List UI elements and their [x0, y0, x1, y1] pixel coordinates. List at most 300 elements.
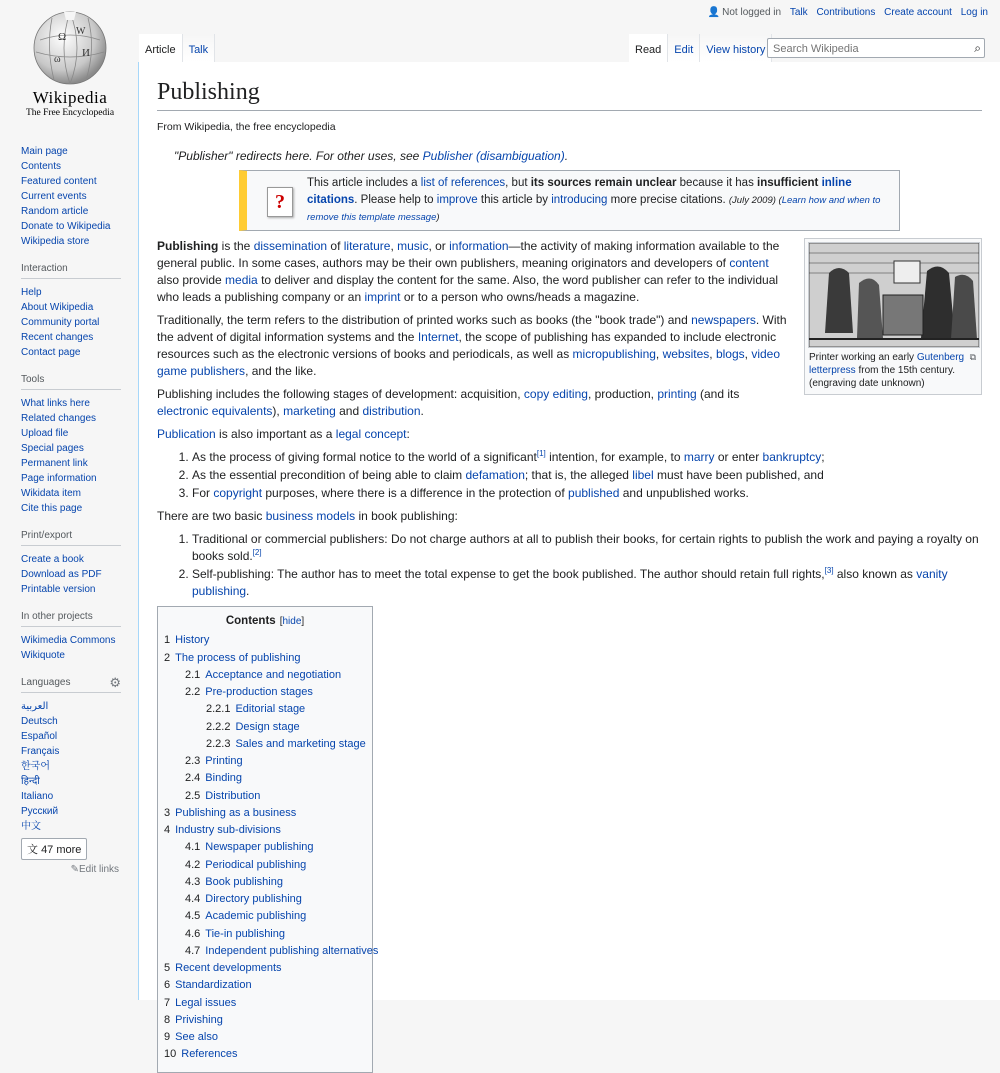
text: .	[246, 584, 250, 598]
toc-item[interactable]	[164, 788, 366, 805]
text: . With the advent of digital information systems and the	[157, 313, 787, 344]
text: As the essential precondition of being able to claim	[192, 468, 466, 482]
sidebar-tools-link[interactable]: What links here	[21, 398, 90, 409]
sidebar-tools-link[interactable]: Special pages	[21, 443, 84, 454]
reference-2-link[interactable]: [2]	[252, 548, 262, 557]
languages-heading	[21, 677, 121, 693]
toc-link[interactable]: Tie-in publishing	[205, 927, 285, 940]
text: ),	[272, 404, 284, 418]
toc-link[interactable]: Binding	[205, 772, 242, 785]
tab-edit[interactable]: Edit	[668, 34, 700, 62]
sidebar-language-link[interactable]: Español	[21, 731, 58, 742]
main-content	[138, 62, 1000, 1061]
sidebar-language-item	[21, 699, 125, 714]
toc-item[interactable]	[164, 908, 366, 925]
sidebar-language-link[interactable]: Русский	[21, 806, 59, 817]
toc-item[interactable]	[164, 995, 366, 1012]
toc-link[interactable]: Legal issues	[175, 996, 237, 1009]
text: also known as	[833, 567, 917, 581]
hatnote	[174, 148, 982, 165]
text: , or	[428, 239, 450, 253]
published-link[interactable]: published	[568, 486, 620, 500]
text: or to a person who owns/heads a magazine.	[400, 290, 640, 304]
list-item	[192, 467, 982, 484]
contributions-link[interactable]: Contributions	[816, 7, 876, 18]
notice-text-part: . Please help to	[354, 194, 437, 206]
table-of-contents	[157, 606, 379, 1073]
sidebar-tools-item	[21, 456, 125, 471]
sidebar-project-item	[21, 648, 125, 663]
toc-link[interactable]: Acceptance and negotiation	[205, 668, 342, 681]
text: ,	[390, 239, 398, 253]
sidebar-interaction-item	[21, 330, 125, 345]
toc-number: 2.5	[185, 789, 201, 802]
text: is the	[218, 239, 254, 253]
toc-number: 4.4	[185, 893, 201, 905]
sidebar-language-item	[21, 744, 125, 759]
tab-read[interactable]: Read	[629, 34, 668, 62]
toc-link[interactable]: History	[175, 634, 210, 647]
text: (and its	[696, 387, 740, 401]
legal-concept-link[interactable]: legal concept	[335, 427, 407, 441]
sidebar-interaction-link[interactable]: Contact page	[21, 347, 81, 358]
toc-link[interactable]: Book publishing	[205, 875, 283, 888]
text: purposes, where there is a difference in the protection of	[262, 486, 569, 500]
copy-editing-link[interactable]: copy editing	[523, 387, 588, 401]
toc-link[interactable]: Privishing	[175, 1013, 223, 1026]
refimprove-notice	[239, 170, 900, 231]
thumbnail-caption	[808, 348, 978, 391]
toc-item[interactable]	[164, 719, 366, 736]
text: For	[192, 486, 214, 500]
sidebar-tools-link[interactable]: Upload file	[21, 428, 69, 439]
distribution-link[interactable]: distribution	[362, 404, 421, 418]
projects-portal	[21, 611, 125, 663]
hatnote-text: "Publisher" redirects here. For other uses, see	[174, 149, 423, 163]
vanity-publishing-link[interactable]: vanity publishing	[192, 567, 948, 598]
copyright-link[interactable]: copyright	[213, 486, 263, 500]
toc-item[interactable]	[164, 1012, 366, 1029]
libel-link[interactable]: libel	[632, 468, 654, 482]
notice-text-part: This article includes a	[307, 177, 421, 189]
toc-item[interactable]	[164, 839, 366, 856]
toc-number: 2.1	[185, 668, 201, 681]
search-input[interactable]	[771, 42, 965, 56]
text: must have been published, and	[653, 468, 824, 482]
text: There are two basic	[157, 509, 266, 523]
sidebar-language-item	[21, 774, 125, 789]
toc-item[interactable]	[164, 701, 366, 718]
sidebar-tools-item	[21, 426, 125, 441]
sidebar	[21, 144, 125, 889]
sidebar-language-link[interactable]: हिन्दी	[21, 776, 40, 787]
sidebar-interaction-item	[21, 315, 125, 330]
toc-item[interactable]	[164, 822, 366, 839]
interaction-heading: Interaction	[21, 263, 121, 279]
user-talk-link[interactable]: Talk	[789, 7, 808, 18]
toc-item[interactable]	[164, 1029, 366, 1046]
music-link[interactable]: music	[397, 239, 429, 253]
toc-item[interactable]	[164, 736, 366, 753]
toc-link[interactable]: The process of publishing	[175, 651, 301, 664]
toc-link[interactable]: Sales and marketing stage	[235, 737, 366, 750]
bold-term: Publishing	[157, 239, 219, 253]
sidebar-tools-link[interactable]: Related changes	[21, 413, 97, 424]
toc-number: 2.2.2	[206, 720, 231, 733]
toc-item[interactable]	[164, 667, 366, 684]
sidebar-interaction-item	[21, 285, 125, 300]
sidebar-print-link[interactable]: Printable version	[21, 584, 96, 595]
caption-text: Printer working an early	[809, 352, 917, 363]
toc-number: 4	[164, 824, 171, 836]
toc-link[interactable]: Directory publishing	[205, 893, 302, 905]
internet-link[interactable]: Internet	[417, 330, 459, 344]
toc-number: 4.5	[185, 910, 201, 923]
toc-item[interactable]	[164, 770, 366, 787]
svg-text:ω: ω	[54, 54, 61, 65]
languages-portal	[21, 677, 125, 875]
text: and	[335, 404, 363, 418]
text: of	[327, 239, 344, 253]
toc-item[interactable]	[164, 891, 366, 908]
sidebar-language-link[interactable]: Français	[21, 746, 60, 757]
site-subtitle: From Wikipedia, the free encyclopedia	[157, 121, 336, 133]
user-icon: 👤	[707, 7, 721, 18]
text: Self-publishing: The author has to meet the total expense to get the book published. The author should retain full rights,	[192, 567, 825, 581]
text: or enter	[714, 450, 763, 464]
toc-item[interactable]	[164, 753, 366, 770]
bankruptcy-link[interactable]: bankruptcy	[762, 450, 822, 464]
notice-text-part: because it has	[676, 177, 758, 189]
publication-link[interactable]: Publication	[157, 427, 216, 441]
toc-number: 2.2.1	[206, 703, 231, 716]
sidebar-tools-link[interactable]: Cite this page	[21, 503, 83, 514]
sidebar-tools-link[interactable]: Page information	[21, 473, 97, 484]
paragraph-business-models	[157, 508, 982, 525]
toc-number: 4.2	[185, 858, 201, 871]
text: Traditionally, the term refers to the distribution of printed works such as books (the "book trade") and	[157, 313, 692, 327]
question-book-icon: ?	[267, 187, 293, 217]
tab-talk[interactable]: Talk	[183, 34, 216, 62]
list-item	[192, 449, 982, 466]
electronic-equivalents-link[interactable]: electronic equivalents	[157, 404, 273, 418]
namespace-tabs	[139, 34, 215, 62]
text: —the activity of making information available to the general public. In some cases, authors may be their own publishers, meaning originators and developers of	[157, 239, 780, 270]
text: .	[420, 404, 424, 418]
toc-number: 4.6	[185, 927, 201, 940]
sidebar-tools-link[interactable]: Wikidata item	[21, 488, 82, 499]
reference-3-link[interactable]: [3]	[824, 566, 834, 575]
toc-number: 4.3	[185, 875, 201, 888]
sidebar-nav-link[interactable]: Wikipedia store	[21, 236, 90, 247]
sidebar-interaction-link[interactable]: Help	[21, 287, 42, 298]
toc-item[interactable]	[164, 857, 366, 874]
sidebar-tools-item	[21, 501, 125, 516]
blogs-link[interactable]: blogs	[715, 347, 745, 361]
toc-number: 5	[164, 962, 171, 974]
sidebar-nav-link[interactable]: Current events	[21, 191, 87, 202]
sidebar-tools-link[interactable]: Permanent link	[21, 458, 88, 469]
hatnote-link[interactable]: Publisher (disambiguation)	[422, 149, 565, 163]
toc-number: 2.2.3	[206, 737, 231, 750]
text: Publishing includes the following stages of development: acquisition,	[157, 387, 524, 401]
list-item	[192, 531, 982, 565]
sidebar-nav-item	[21, 189, 125, 204]
information-link[interactable]: information	[449, 239, 509, 253]
text: ;	[821, 450, 825, 464]
toc-item[interactable]	[164, 805, 366, 822]
svg-text:И: И	[82, 47, 90, 59]
reference-1-link[interactable]: [1]	[536, 449, 546, 458]
sidebar-interaction-link[interactable]: Community portal	[21, 317, 100, 328]
learn-how-link[interactable]: Learn how and when to remove this template message	[307, 195, 881, 223]
logo-wordmark: Wikipedia	[32, 88, 108, 107]
toc-item[interactable]	[164, 632, 366, 649]
hatnote-end: .	[564, 149, 569, 163]
notice-paren: (	[775, 195, 782, 206]
text: ; that is, the alleged	[524, 468, 633, 482]
print-heading: Print/export	[21, 530, 121, 546]
page-title: Publishing	[157, 78, 982, 111]
sidebar-language-link[interactable]: 한국어	[21, 761, 50, 772]
svg-text:Ω: Ω	[58, 31, 67, 43]
sidebar-print-link[interactable]: Download as PDF	[21, 569, 102, 580]
toc-item[interactable]	[164, 874, 366, 891]
tools-heading: Tools	[21, 374, 121, 390]
list-item	[192, 485, 982, 502]
sidebar-interaction-link[interactable]: About Wikipedia	[21, 302, 94, 313]
gutenberg-letterpress-link[interactable]: Gutenberg letterpress	[809, 352, 965, 376]
toc-link[interactable]: Periodical publishing	[205, 858, 307, 871]
sidebar-print-link[interactable]: Create a book	[21, 554, 84, 565]
list-item	[192, 566, 982, 600]
sidebar-nav-link[interactable]: Donate to Wikipedia	[21, 221, 111, 232]
toc-item[interactable]	[164, 1046, 366, 1063]
sidebar-interaction-link[interactable]: Recent changes	[21, 332, 94, 343]
personal-tools	[702, 7, 988, 18]
sidebar-language-item	[21, 789, 125, 804]
sidebar-project-link[interactable]: Wikiquote	[21, 650, 65, 661]
sidebar-language-link[interactable]: Italiano	[21, 791, 54, 802]
sidebar-language-link[interactable]: العربية	[21, 701, 49, 712]
sidebar-language-item	[21, 714, 125, 729]
sidebar-project-link[interactable]: Wikimedia Commons	[21, 635, 116, 646]
toc-item[interactable]	[164, 943, 379, 960]
toc-link[interactable]: Printing	[205, 755, 243, 767]
toc-number: 1	[164, 634, 171, 647]
caption-text: from the 15th century. (engraving date unknown)	[809, 365, 955, 389]
pencil-icon: ✎	[70, 864, 79, 875]
toc-link[interactable]: Industry sub-divisions	[175, 824, 281, 836]
text: ,	[744, 347, 752, 361]
languages-label: Languages	[21, 677, 71, 688]
notice-text	[307, 175, 893, 226]
thumbnail	[804, 238, 982, 395]
sidebar-nav-link[interactable]: Random article	[21, 206, 89, 217]
sidebar-nav-item	[21, 144, 125, 159]
toc-link[interactable]: Design stage	[235, 720, 300, 733]
paragraph-legal-concept	[157, 426, 982, 443]
toc-item[interactable]	[164, 926, 366, 943]
print-portal	[21, 530, 125, 597]
logo-tagline: The Free Encyclopedia	[25, 108, 115, 118]
toc-item[interactable]	[164, 960, 366, 977]
toc-number: 10	[164, 1048, 177, 1061]
search-icon[interactable]: ⌕	[974, 41, 981, 55]
business-models-list	[157, 531, 982, 600]
gear-icon[interactable]: ⚙	[109, 675, 121, 690]
tab-view-history[interactable]: View history	[700, 34, 772, 62]
text: is also important as a	[215, 427, 336, 441]
sidebar-nav-link[interactable]: Main page	[21, 146, 68, 157]
translate-icon: 文	[27, 844, 38, 856]
toc-number: 9	[164, 1031, 171, 1043]
more-languages-label: 47 more	[41, 844, 82, 856]
search-box	[767, 38, 985, 58]
media-link[interactable]: media	[225, 273, 258, 287]
literature-link[interactable]: literature	[343, 239, 391, 253]
toc-number: 6	[164, 979, 171, 992]
list-of-references-link[interactable]: list of references	[420, 177, 506, 189]
text: , and the like.	[245, 364, 317, 378]
notice-bold: its sources remain unclear	[530, 177, 677, 189]
legal-concept-list	[157, 449, 982, 502]
sidebar-language-item	[21, 819, 125, 834]
sidebar-project-item	[21, 633, 125, 648]
toc-hide-toggle: [hide]	[279, 616, 305, 627]
newspapers-link[interactable]: newspapers	[691, 313, 756, 327]
toc-number: 2.4	[185, 772, 201, 785]
sidebar-nav-item	[21, 159, 125, 174]
introducing-link[interactable]: introducing	[551, 194, 608, 206]
sidebar-tools-item	[21, 411, 125, 426]
edit-links-label: Edit links	[78, 864, 119, 875]
text: , production,	[587, 387, 658, 401]
inline-citations-link[interactable]: inline citations	[307, 177, 852, 206]
text: As the process of giving formal notice to the world of a significant	[192, 450, 537, 464]
toc-link[interactable]: Academic publishing	[205, 910, 307, 923]
sidebar-nav-item	[21, 234, 125, 249]
toc-number: 2.3	[185, 755, 201, 767]
sidebar-print-item	[21, 567, 125, 582]
toc-link[interactable]: References	[181, 1048, 238, 1061]
tab-article[interactable]: Article	[139, 34, 183, 62]
marketing-link[interactable]: marketing	[283, 404, 336, 418]
marry-link[interactable]: marry	[683, 450, 715, 464]
sidebar-language-item	[21, 759, 125, 774]
projects-heading: In other projects	[21, 611, 121, 627]
notice-date: (July 2009)	[728, 195, 776, 206]
toc-title: Contents	[225, 615, 276, 627]
more-languages-button[interactable]	[21, 838, 87, 860]
imprint-link[interactable]: imprint	[364, 290, 401, 304]
toc-number: 8	[164, 1013, 171, 1026]
sidebar-tools-item	[21, 486, 125, 501]
create-account-link[interactable]: Create account	[884, 7, 952, 18]
view-tabs	[629, 34, 772, 62]
login-link[interactable]: Log in	[960, 7, 988, 18]
content-link[interactable]: content	[729, 256, 769, 270]
sidebar-nav-item	[21, 204, 125, 219]
sidebar-language-item	[21, 729, 125, 744]
text: also provide	[157, 273, 226, 287]
tools-portal	[21, 374, 125, 516]
notice-text-part: this article by	[477, 194, 552, 206]
toc-link[interactable]: Recent developments	[175, 962, 282, 974]
sidebar-print-item	[21, 582, 125, 597]
sidebar-tools-item	[21, 441, 125, 456]
improve-link[interactable]: improve	[436, 194, 478, 206]
sidebar-language-link[interactable]: Deutsch	[21, 716, 58, 727]
sidebar-nav-item	[21, 219, 125, 234]
toc-item[interactable]	[164, 650, 366, 667]
toc-item[interactable]	[164, 977, 366, 994]
toc-number: 7	[164, 996, 171, 1009]
toc-link[interactable]: Independent publishing alternatives	[205, 944, 379, 957]
sidebar-interaction-item	[21, 300, 125, 315]
notice-paren: )	[436, 212, 440, 223]
toc-link[interactable]: Editorial stage	[235, 703, 306, 716]
text: and unpublished works.	[619, 486, 749, 500]
toc-link[interactable]: Standardization	[175, 979, 252, 992]
text: in book publishing:	[355, 509, 458, 523]
sidebar-language-link[interactable]: 中文	[21, 821, 41, 832]
printing-link[interactable]: printing	[657, 387, 697, 401]
toc-number: 4.7	[185, 944, 201, 957]
edit-links[interactable]	[21, 864, 119, 875]
sidebar-nav-link[interactable]: Featured content	[21, 176, 97, 187]
toc-link[interactable]: See also	[175, 1031, 218, 1043]
dissemination-link[interactable]: dissemination	[253, 239, 328, 253]
sidebar-nav-link[interactable]: Contents	[21, 161, 62, 172]
toc-link[interactable]: Publishing as a business	[175, 806, 297, 819]
toc-number: 2	[164, 651, 171, 664]
svg-text:W: W	[76, 26, 86, 37]
toc-link[interactable]: Distribution	[205, 789, 261, 802]
toc-number: 3	[164, 806, 171, 819]
micropublishing-link[interactable]: micropublishing	[572, 347, 656, 361]
toc-hide-link[interactable]: hide	[282, 616, 302, 627]
sidebar-print-item	[21, 552, 125, 567]
sidebar-tools-item	[21, 471, 125, 486]
toc-number: 2.2	[185, 686, 201, 698]
not-logged-in-text: Not logged in	[722, 7, 782, 18]
websites-link[interactable]: websites	[662, 347, 710, 361]
business-models-link[interactable]: business models	[265, 509, 356, 523]
printing-press-engraving[interactable]	[808, 242, 980, 348]
wikipedia-logo[interactable]	[18, 10, 122, 118]
text: , the scope of publishing has expanded to include electronic resources such as the electronic versions of books and periodicals, as well as	[157, 330, 777, 361]
toc-list	[164, 632, 379, 1063]
toc-link[interactable]: Pre-production stages	[205, 686, 313, 698]
notice-text-part: , but	[505, 177, 531, 189]
interaction-portal	[21, 263, 125, 360]
notice-bold: insufficient	[757, 177, 822, 189]
notice-text-part: more precise citations.	[607, 194, 729, 206]
text: to deliver and display the content for the same. Also, the word publisher can refer to the individual who leads a publishing company or an	[157, 273, 779, 304]
text: :	[406, 427, 410, 441]
sidebar-language-item	[21, 804, 125, 819]
text: ,	[709, 347, 716, 361]
puzzle-globe-icon	[28, 10, 112, 86]
magnify-icon[interactable]: ⧉	[969, 352, 976, 362]
toc-header	[164, 613, 366, 630]
toc-item[interactable]	[164, 684, 366, 701]
sidebar-tools-item	[21, 396, 125, 411]
video-game-publishers-link[interactable]: video game publishers	[157, 347, 780, 378]
defamation-link[interactable]: defamation	[465, 468, 525, 482]
toc-link[interactable]: Newspaper publishing	[205, 841, 314, 854]
